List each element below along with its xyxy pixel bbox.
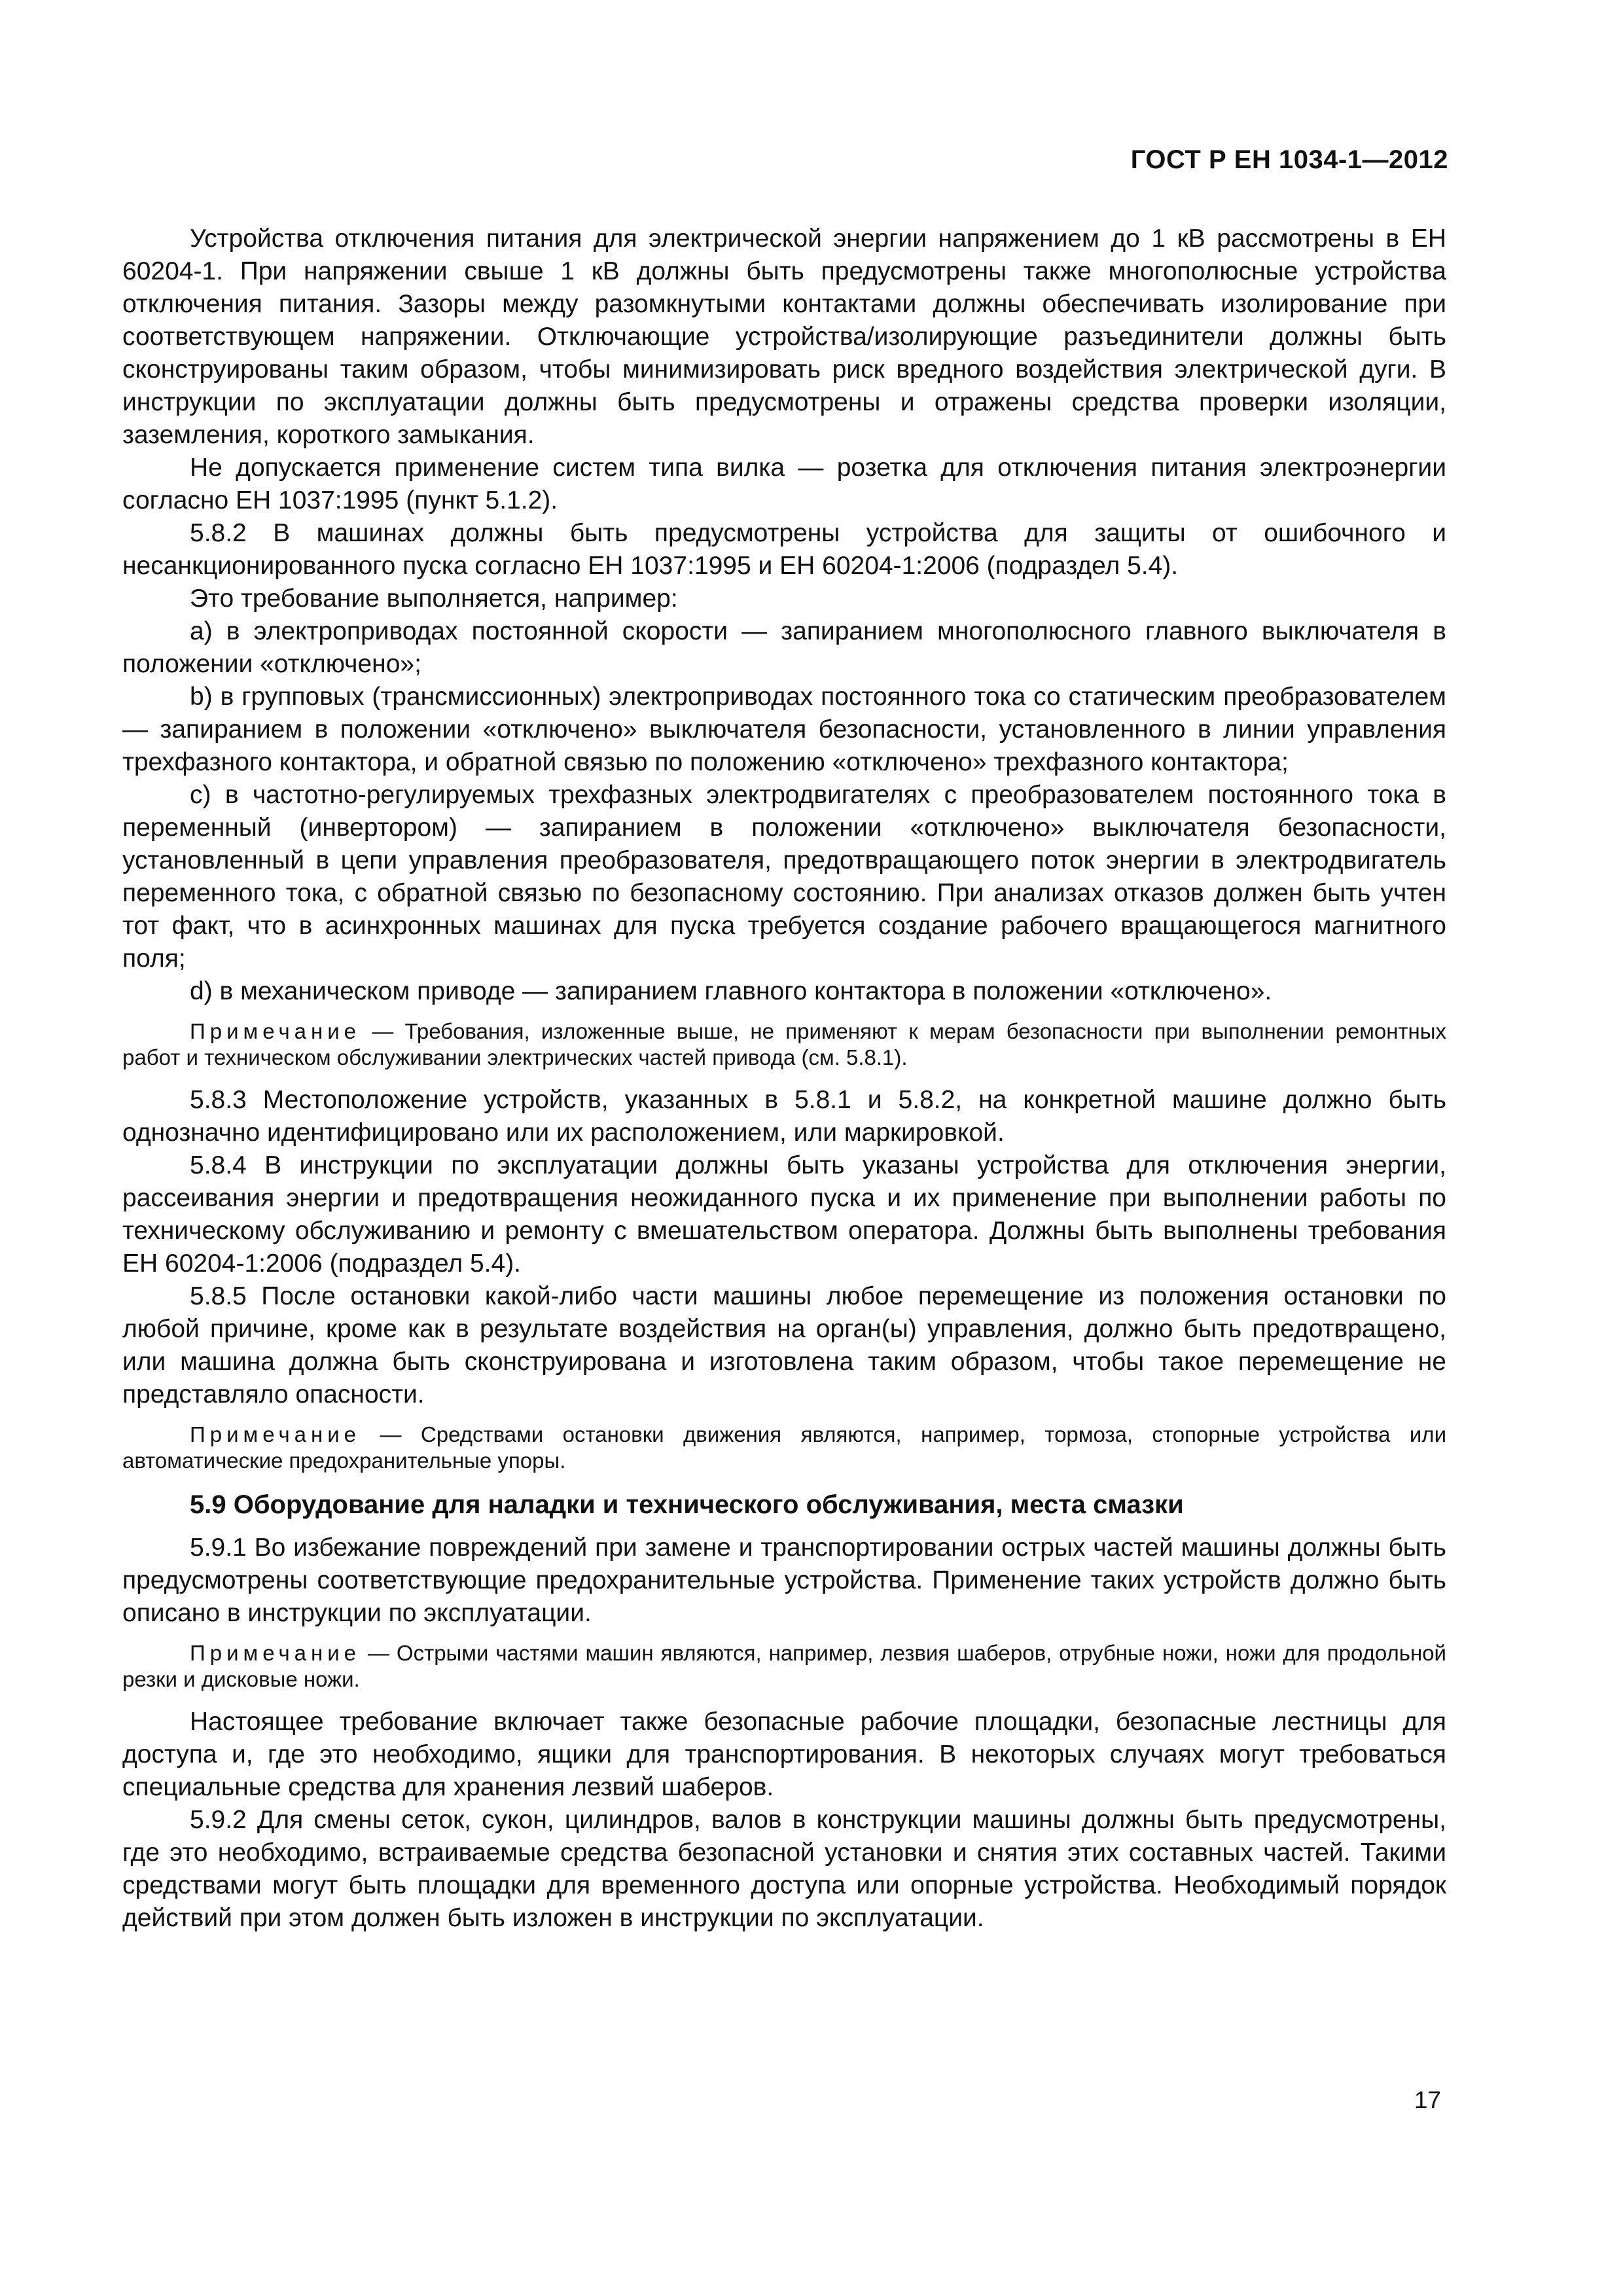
list-item-b: b) в групповых (трансмиссионных) электроприводах постоянного тока со статическим преобразователем — запиранием в положении «отключено» выключателя безопасности, установленного в линии управления трехфазного контактора, и обратной связью по положению «отключено» трехфазного контактора; [122,683,1446,776]
list-item-c: c) в частотно-регулируемых трехфазных электродвигателях с преобразователем постоянного тока в переменный (инвертором) — запиранием в положении «отключено» выключателя безопасности, установленный в цепи управления преобразователя, предотвращающего поток энергии в электродвигатель переменного тока, с обратной связью по безопасному состоянию. При анализах отказов должен быть учтен тот факт, что в асинхронных машинах для пуска требуется создание рабочего вращающегося магнитного поля; [122,781,1446,973]
document-code-header: ГОСТ Р ЕН 1034-1—2012 [1130,145,1448,174]
note-label: Примечание [190,1641,361,1665]
note-text: — Острыми частями машин являются, например, лезвия шаберов, отрубные ножи, ножи для продольной резки и дисковые ножи. [122,1641,1446,1691]
note-3 [122,1640,1446,1693]
paragraph-5-9-2: 5.9.2 Для смены сеток, сукон, цилиндров, валов в конструкции машины должны быть предусмотрены, где это необходимо, встраиваемые средства безопасной установки и снятия этих составных частей. Такими средствами могут быть площадки для временного доступа или опорные устройства. Необходимый порядок действий при этом должен быть изложен в инструкции по эксплуатации. [122,1806,1446,1932]
list-item-a: a) в электроприводах постоянной скорости — запиранием многополюсного главного выключателя в положении «отключено»; [122,617,1446,678]
paragraph-requirement-includes: Настоящее требование включает также безопасные рабочие площадки, безопасные лестницы для доступа и, где это необходимо, ящики для транспортирования. В некоторых случаях могут требоваться специальные средства для хранения лезвий шаберов. [122,1708,1446,1801]
section-heading-5-9: 5.9 Оборудование для наладки и технического обслуживания, места смазки [190,1490,1184,1519]
paragraph-intro: Устройства отключения питания для электрической энергии напряжением до 1 кВ рассмотрены в ЕН 60204-1. При напряжении свыше 1 кВ должны быть предусмотрены также многополюсные устройства отключения питания. Зазоры между разомкнутыми контактами должны обеспечивать изолирование при соответствующем напряжении. Отключающие устройства/изолирующие разъединители должны быть сконструированы таким образом, чтобы минимизировать риск вредного воздействия электрической дуги. В инструкции по эксплуатации должны быть предусмотрены и отражены средства проверки изоляции, заземления, короткого замыкания. [122,224,1446,449]
paragraph-5-8-5: 5.8.5 После остановки какой-либо части машины любое перемещение из положения остановки по любой причине, кроме как в результате воздействия на орган(ы) управления, должно быть предотвращено, или машина должна быть сконструирована и изготовлена таким образом, чтобы такое перемещение не представляло опасности. [122,1282,1446,1408]
paragraph-5-8-4: 5.8.4 В инструкции по эксплуатации должны быть указаны устройства для отключения энергии, рассеивания энергии и предотвращения неожиданного пуска и их применение при выполнении работы по техническому обслуживанию и ремонту с вмешательством оператора. Должны быть выполнены требования ЕН 60204-1:2006 (подраздел 5.4). [122,1151,1446,1278]
paragraph-plug-socket: Не допускается применение систем типа вилка — розетка для отключения питания электроэнергии согласно ЕН 1037:1995 (пункт 5.1.2). [122,454,1446,514]
note-text: — Требования, изложенные выше, не применяют к мерам безопасности при выполнении ремонтных работ и техническом обслуживании электрических частей привода (см. 5.8.1). [122,1019,1447,1069]
paragraph-requirement: Это требование выполняется, например: [190,584,678,613]
paragraph-5-9-1: 5.9.1 Во избежание повреждений при замене и транспортировании острых частей машины должны быть предусмотрены соответствующие предохранительные устройства. Применение таких устройств должно быть описано в инструкции по эксплуатации. [122,1534,1446,1627]
note-label: Примечание [190,1422,361,1446]
page-number: 17 [1414,2087,1441,2113]
note-label: Примечание [190,1019,361,1043]
note-1 [122,1018,1446,1071]
document-body [122,223,1446,1935]
paragraph-5-8-3: 5.8.3 Местоположение устройств, указанных в 5.8.1 и 5.8.2, на конкретной машине должно быть однозначно идентифицировано или их расположением, или маркировкой. [122,1086,1446,1147]
note-text: — Средствами остановки движения являются, например, тормоза, стопорные устройства или автоматические предохранительные упоры. [122,1422,1446,1473]
paragraph-5-8-2: 5.8.2 В машинах должны быть предусмотрены устройства для защиты от ошибочного и несанкционированного пуска согласно ЕН 1037:1995 и ЕН 60204-1:2006 (подраздел 5.4). [122,519,1446,580]
list-item-d: d) в механическом приводе — запиранием главного контактора в положении «отключено». [190,977,1272,1005]
note-2 [122,1422,1446,1474]
